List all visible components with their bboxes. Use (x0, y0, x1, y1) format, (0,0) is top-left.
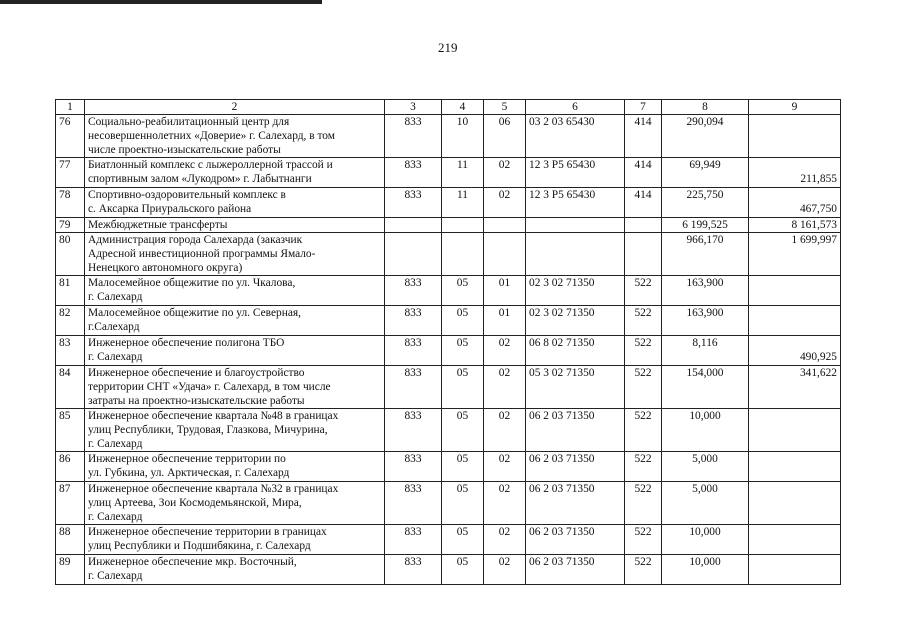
table-body (56, 115, 841, 585)
name-cell (85, 188, 385, 218)
name-line: Межбюджетные трансферты (88, 219, 228, 231)
amount-8-cell: 5,000 (662, 482, 749, 525)
name-line: г. Салехард (88, 511, 143, 523)
name-line: Биатлонный комплекс с лыжероллерной трассой и (88, 159, 333, 171)
amount-9-cell (749, 452, 841, 482)
amount-8-cell: 163,900 (662, 306, 749, 336)
page-number: 219 (438, 40, 458, 55)
amount-8-cell: 69,949 (662, 158, 749, 188)
name-line: Спортивно-оздоровительный комплекс в (88, 189, 286, 201)
amount-9-value: 467,750 (799, 203, 837, 215)
code-6-cell: 02 3 02 71350 (526, 306, 625, 336)
amount-8-cell: 966,170 (662, 233, 749, 276)
amount-9-cell (749, 555, 841, 585)
amount-8-cell: 10,000 (662, 409, 749, 452)
code-7-cell: 522 (625, 306, 662, 336)
row-number-cell: 88 (56, 525, 85, 555)
name-line: улиц Артеева, Зои Космодемьянской, Мира, (88, 497, 302, 509)
table-row (56, 409, 841, 452)
amount-9-cell (749, 276, 841, 306)
name-line: г. Салехард (88, 438, 143, 450)
code-4-cell: 11 (442, 188, 484, 218)
table-row (56, 115, 841, 158)
code-7-cell: 522 (625, 409, 662, 452)
amount-9-value: 341,622 (799, 367, 837, 379)
name-line: г. Салехард (88, 351, 143, 363)
code-6-cell: 06 2 03 71350 (526, 482, 625, 525)
name-cell (85, 306, 385, 336)
name-line: Инженерное обеспечение мкр. Восточный, (88, 556, 297, 568)
code-5-cell: 02 (484, 366, 526, 409)
table-row (56, 336, 841, 366)
name-cell (85, 218, 385, 233)
code-5-cell: 01 (484, 306, 526, 336)
code-4-cell: 05 (442, 409, 484, 452)
table-row (56, 158, 841, 188)
code-6-cell: 12 3 Р5 65430 (526, 188, 625, 218)
row-number-cell: 85 (56, 409, 85, 452)
code-4-cell: 05 (442, 452, 484, 482)
name-line: Инженерное обеспечение квартала №48 в границах (88, 410, 339, 422)
code-6-cell: 06 2 03 71350 (526, 452, 625, 482)
name-cell (85, 336, 385, 366)
row-number-cell: 79 (56, 218, 85, 233)
code-7-cell: 522 (625, 555, 662, 585)
code-4-cell: 05 (442, 366, 484, 409)
code-5-cell: 06 (484, 115, 526, 158)
code-5-cell: 02 (484, 525, 526, 555)
column-header-7: 7 (625, 100, 662, 115)
code-7-cell: 522 (625, 452, 662, 482)
code-7-cell: 522 (625, 336, 662, 366)
table-row (56, 276, 841, 306)
amount-9-cell (749, 158, 841, 188)
code-6-cell (526, 233, 625, 276)
code-6-cell (526, 218, 625, 233)
code-5-cell: 02 (484, 555, 526, 585)
code-3-cell: 833 (385, 366, 442, 409)
name-line: территории СНТ «Удача» г. Салехард, в том числе (88, 381, 331, 393)
name-line: Инженерное обеспечение полигона ТБО (88, 337, 285, 349)
row-number-cell: 86 (56, 452, 85, 482)
name-cell (85, 452, 385, 482)
name-line: Инженерное обеспечение квартала №32 в границах (88, 483, 339, 495)
name-line: г. Салехард (88, 570, 143, 582)
code-7-cell: 522 (625, 525, 662, 555)
name-line: затраты на проектно-изыскательские работы (88, 395, 305, 407)
row-number-cell: 87 (56, 482, 85, 525)
code-7-cell: 522 (625, 482, 662, 525)
code-7-cell: 414 (625, 115, 662, 158)
name-cell (85, 233, 385, 276)
amount-9-value: 1 699,997 (791, 234, 837, 246)
name-line: Малосемейное общежитие по ул. Северная, (88, 307, 301, 319)
name-cell (85, 366, 385, 409)
name-cell (85, 115, 385, 158)
row-number-cell: 84 (56, 366, 85, 409)
code-4-cell: 05 (442, 336, 484, 366)
amount-8-cell: 10,000 (662, 555, 749, 585)
name-cell (85, 158, 385, 188)
name-line: Инженерное обеспечение территории по (88, 453, 286, 465)
column-header-1: 1 (56, 100, 85, 115)
code-7-cell: 522 (625, 366, 662, 409)
code-7-cell: 414 (625, 188, 662, 218)
name-line: улиц Республики, Трудовая, Глазкова, Мичурина, (88, 424, 328, 436)
code-3-cell: 833 (385, 158, 442, 188)
column-header-3: 3 (385, 100, 442, 115)
amount-8-cell: 154,000 (662, 366, 749, 409)
budget-table (55, 99, 841, 585)
name-line: ул. Губкина, ул. Арктическая, г. Салехард (88, 467, 290, 479)
code-5-cell: 02 (484, 336, 526, 366)
row-number-cell: 82 (56, 306, 85, 336)
row-number-cell: 81 (56, 276, 85, 306)
code-3-cell: 833 (385, 555, 442, 585)
name-line: с. Аксарка Приуральского района (88, 203, 252, 215)
code-5-cell (484, 218, 526, 233)
code-3-cell: 833 (385, 452, 442, 482)
code-5-cell: 02 (484, 452, 526, 482)
column-header-8: 8 (662, 100, 749, 115)
amount-9-cell (749, 306, 841, 336)
row-number-cell: 76 (56, 115, 85, 158)
name-cell (85, 555, 385, 585)
code-6-cell: 03 2 03 65430 (526, 115, 625, 158)
column-header-6: 6 (526, 100, 625, 115)
name-line: Инженерное обеспечение территории в границах (88, 526, 327, 538)
name-line: Малосемейное общежитие по ул. Чкалова, (88, 277, 296, 289)
name-line: г.Салехард (88, 321, 140, 333)
name-line: Ненецкого автономного округа) (88, 262, 243, 274)
code-4-cell (442, 218, 484, 233)
code-4-cell: 05 (442, 555, 484, 585)
code-6-cell: 06 8 02 71350 (526, 336, 625, 366)
code-4-cell (442, 233, 484, 276)
code-6-cell: 05 3 02 71350 (526, 366, 625, 409)
code-7-cell: 414 (625, 158, 662, 188)
amount-9-cell (749, 115, 841, 158)
amount-9-cell (749, 233, 841, 276)
amount-9-value: 211,855 (800, 173, 837, 185)
code-5-cell (484, 233, 526, 276)
code-7-cell (625, 218, 662, 233)
name-line: улиц Республики и Подшибякина, г. Салехард (88, 540, 311, 552)
name-line: Инженерное обеспечение и благоустройство (88, 367, 305, 379)
code-3-cell: 833 (385, 482, 442, 525)
amount-8-cell: 6 199,525 (662, 218, 749, 233)
row-number-cell: 83 (56, 336, 85, 366)
row-number-cell: 77 (56, 158, 85, 188)
amount-8-cell: 225,750 (662, 188, 749, 218)
amount-9-cell (749, 218, 841, 233)
code-5-cell: 01 (484, 276, 526, 306)
table-row (56, 555, 841, 585)
code-4-cell: 05 (442, 482, 484, 525)
amount-9-cell (749, 336, 841, 366)
table-row (56, 525, 841, 555)
column-header-4: 4 (442, 100, 484, 115)
amount-8-cell: 5,000 (662, 452, 749, 482)
name-line: Адресной инвестиционной программы Ямало- (88, 248, 316, 260)
amount-9-cell (749, 366, 841, 409)
code-7-cell: 522 (625, 276, 662, 306)
code-3-cell (385, 233, 442, 276)
table-row (56, 233, 841, 276)
code-6-cell: 06 2 03 71350 (526, 525, 625, 555)
amount-8-cell: 290,094 (662, 115, 749, 158)
table-header-row (56, 100, 841, 115)
code-6-cell: 02 3 02 71350 (526, 276, 625, 306)
row-number-cell: 89 (56, 555, 85, 585)
name-line: спортивным залом «Лукодром» г. Лабытнанги (88, 173, 312, 185)
amount-9-cell (749, 482, 841, 525)
code-7-cell (625, 233, 662, 276)
code-6-cell: 06 2 03 71350 (526, 409, 625, 452)
code-4-cell: 10 (442, 115, 484, 158)
code-5-cell: 02 (484, 482, 526, 525)
table-row (56, 482, 841, 525)
name-line: числе проектно-изыскательские работы (88, 144, 281, 156)
amount-8-cell: 8,116 (662, 336, 749, 366)
column-header-5: 5 (484, 100, 526, 115)
name-cell (85, 525, 385, 555)
column-header-9: 9 (749, 100, 841, 115)
code-3-cell: 833 (385, 525, 442, 555)
code-5-cell: 02 (484, 188, 526, 218)
amount-8-cell: 10,000 (662, 525, 749, 555)
row-number-cell: 80 (56, 233, 85, 276)
code-4-cell: 11 (442, 158, 484, 188)
code-4-cell: 05 (442, 306, 484, 336)
code-3-cell: 833 (385, 336, 442, 366)
top-border-line (0, 0, 322, 4)
table-row (56, 218, 841, 233)
code-3-cell: 833 (385, 188, 442, 218)
amount-9-cell (749, 525, 841, 555)
code-5-cell: 02 (484, 409, 526, 452)
name-line: Администрация города Салехарда (заказчик (88, 234, 303, 246)
code-4-cell: 05 (442, 525, 484, 555)
name-cell (85, 276, 385, 306)
code-6-cell: 06 2 03 71350 (526, 555, 625, 585)
table-row (56, 188, 841, 218)
name-line: г. Салехард (88, 291, 143, 303)
table-row (56, 306, 841, 336)
code-6-cell: 12 3 Р5 65430 (526, 158, 625, 188)
amount-9-value: 8 161,573 (791, 219, 837, 231)
column-header-2: 2 (85, 100, 385, 115)
code-3-cell (385, 218, 442, 233)
code-3-cell: 833 (385, 115, 442, 158)
amount-8-cell: 163,900 (662, 276, 749, 306)
code-3-cell: 833 (385, 306, 442, 336)
code-4-cell: 05 (442, 276, 484, 306)
amount-9-cell (749, 188, 841, 218)
amount-9-value: 490,925 (799, 351, 837, 363)
name-cell (85, 409, 385, 452)
row-number-cell: 78 (56, 188, 85, 218)
table-row (56, 452, 841, 482)
code-3-cell: 833 (385, 276, 442, 306)
name-line: Социально-реабилитационный центр для (88, 116, 290, 128)
table-row (56, 366, 841, 409)
name-line: несовершеннолетних «Доверие» г. Салехард, в том (88, 130, 335, 142)
code-5-cell: 02 (484, 158, 526, 188)
name-cell (85, 482, 385, 525)
code-3-cell: 833 (385, 409, 442, 452)
amount-9-cell (749, 409, 841, 452)
